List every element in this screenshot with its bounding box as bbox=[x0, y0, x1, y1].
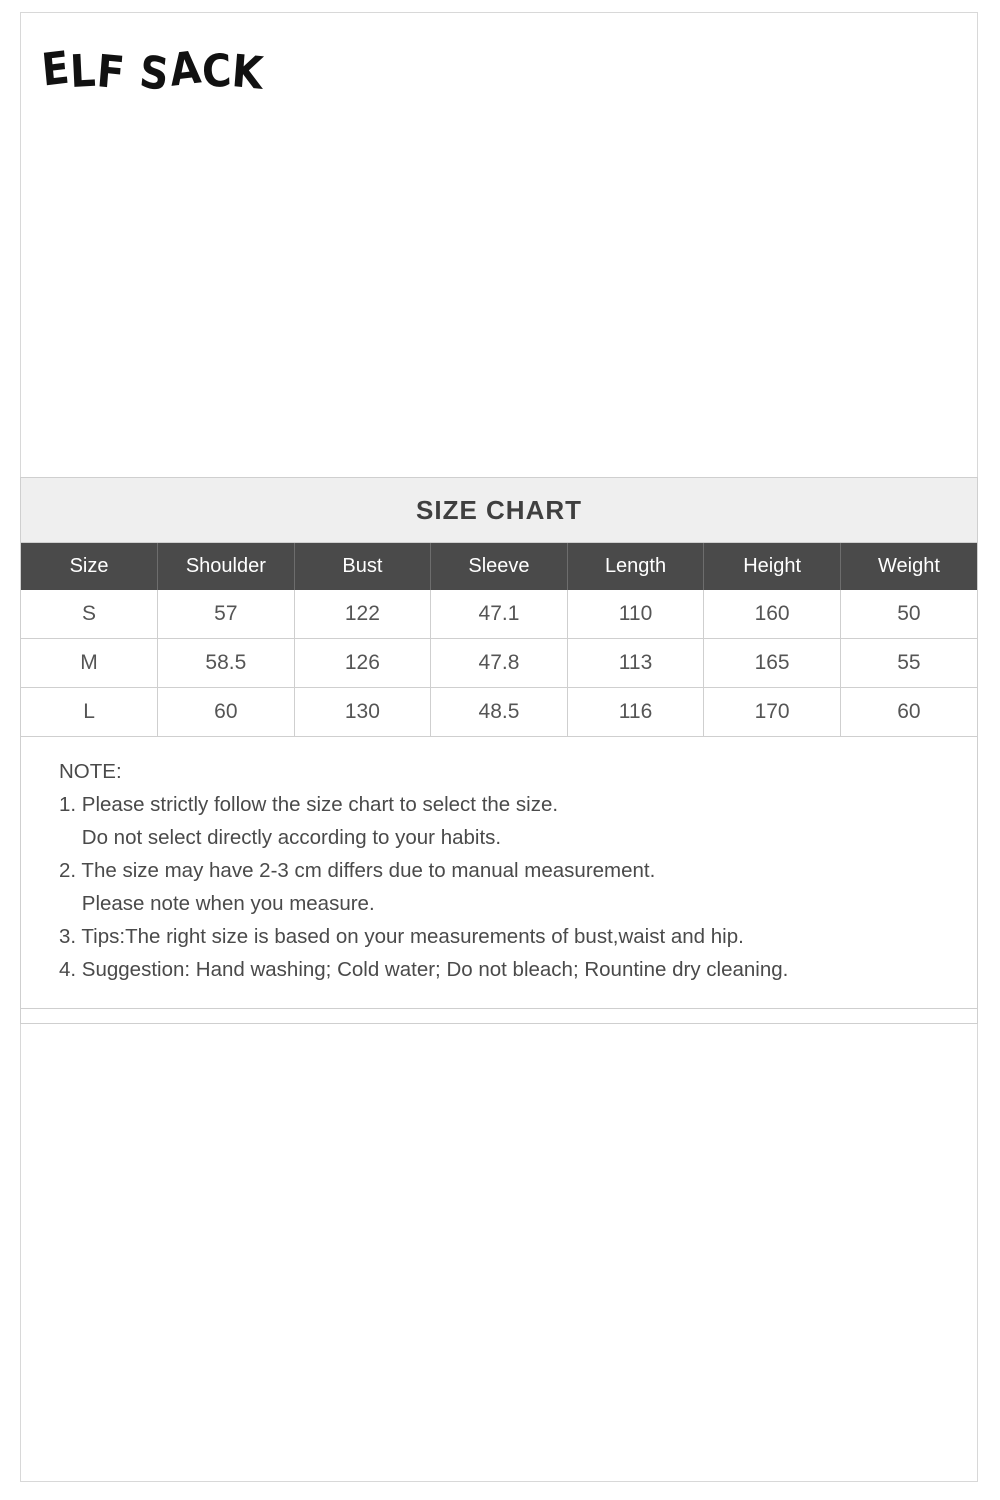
column-header-height: Height bbox=[704, 543, 841, 590]
cell-length: 116 bbox=[567, 688, 704, 737]
cell-bust: 130 bbox=[294, 688, 431, 737]
cell-sleeve: 47.8 bbox=[431, 639, 568, 688]
column-header-bust: Bust bbox=[294, 543, 431, 590]
brand-logo bbox=[39, 42, 267, 102]
cell-bust: 126 bbox=[294, 639, 431, 688]
note-line-2b: Please note when you measure. bbox=[59, 892, 375, 915]
cell-weight: 50 bbox=[840, 590, 977, 639]
note-line-2: 2. The size may have 2-3 cm differs due to manual measurement. bbox=[59, 859, 656, 882]
cell-weight: 55 bbox=[840, 639, 977, 688]
column-header-size: Size bbox=[21, 543, 158, 590]
column-header-sleeve: Sleeve bbox=[431, 543, 568, 590]
table-row bbox=[21, 590, 977, 639]
note-line-1b: Do not select directly according to your habits. bbox=[59, 826, 502, 849]
logo-letter-a: A bbox=[167, 42, 204, 98]
logo-letter-l: L bbox=[69, 45, 99, 99]
logo-letter-s: S bbox=[137, 46, 173, 102]
column-header-length: Length bbox=[567, 543, 704, 590]
note-line-1: 1. Please strictly follow the size chart to select the size. bbox=[59, 793, 559, 816]
cell-size: M bbox=[21, 639, 158, 688]
cell-size: L bbox=[21, 688, 158, 737]
cell-height: 170 bbox=[704, 688, 841, 737]
cell-height: 165 bbox=[704, 639, 841, 688]
note-heading: NOTE: bbox=[59, 760, 122, 783]
table-row bbox=[21, 639, 977, 688]
table-row bbox=[21, 688, 977, 737]
size-chart-table bbox=[21, 543, 977, 737]
cell-shoulder: 57 bbox=[158, 590, 295, 639]
note-block bbox=[21, 737, 977, 1009]
column-header-shoulder: Shoulder bbox=[158, 543, 295, 590]
size-chart-panel bbox=[20, 477, 978, 1024]
cell-sleeve: 48.5 bbox=[431, 688, 568, 737]
cell-length: 113 bbox=[567, 639, 704, 688]
table-header-row bbox=[21, 543, 977, 590]
cell-length: 110 bbox=[567, 590, 704, 639]
cell-height: 160 bbox=[704, 590, 841, 639]
note-line-3: 3. Tips:The right size is based on your measurements of bust,waist and hip. bbox=[59, 925, 744, 948]
cell-sleeve: 47.1 bbox=[431, 590, 568, 639]
size-chart-title: SIZE CHART bbox=[21, 478, 977, 543]
logo-letter-e: E bbox=[39, 42, 73, 97]
chart-footer-strip bbox=[21, 1009, 977, 1023]
cell-shoulder: 60 bbox=[158, 688, 295, 737]
logo-letter-k: K bbox=[230, 45, 267, 101]
note-line-4: 4. Suggestion: Hand washing; Cold water; Do not bleach; Rountine dry cleaning. bbox=[59, 958, 789, 981]
logo-letter-f: F bbox=[94, 45, 128, 100]
logo-letter-c: C bbox=[200, 45, 234, 99]
column-header-weight: Weight bbox=[840, 543, 977, 590]
cell-shoulder: 58.5 bbox=[158, 639, 295, 688]
cell-weight: 60 bbox=[840, 688, 977, 737]
cell-bust: 122 bbox=[294, 590, 431, 639]
cell-size: S bbox=[21, 590, 158, 639]
